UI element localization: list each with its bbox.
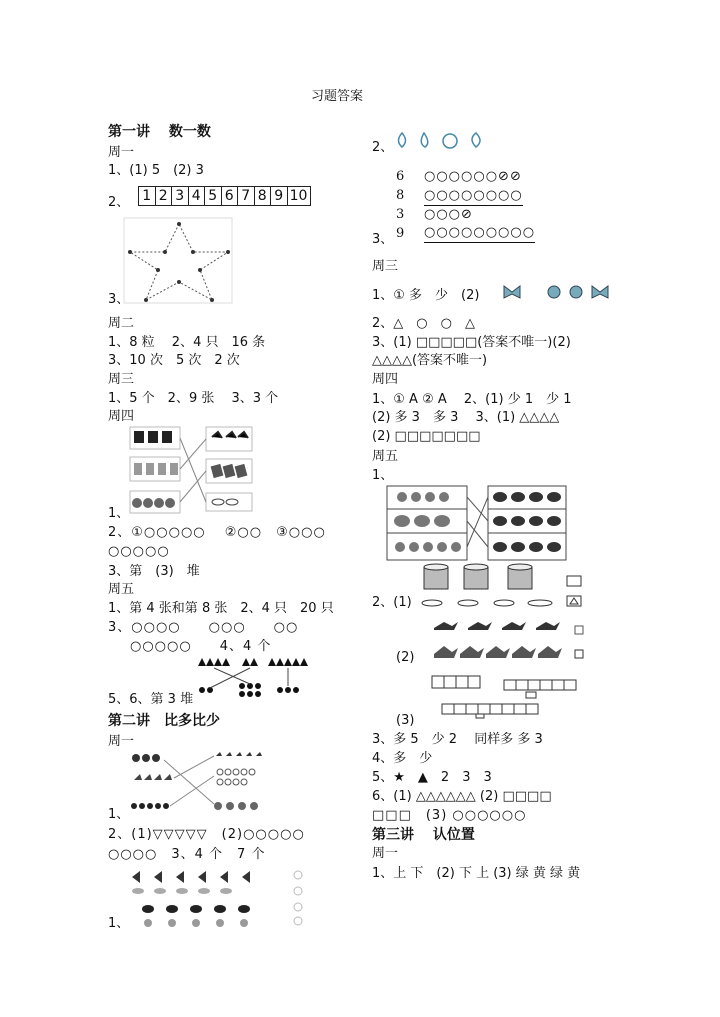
answer-line: 6、(1) △△△△△△ (2) □□□□ — [372, 789, 552, 804]
answer-line: 4、多 少 — [372, 751, 433, 766]
strip-cell: 4 — [189, 187, 206, 205]
strip-cell: 9 — [271, 187, 288, 205]
section-tuesday: 周二 — [108, 316, 135, 331]
section-friday: 周五 — [372, 449, 399, 464]
answer-label: 2、 — [108, 195, 130, 210]
circles-row: ○○○○○○○○ — [424, 187, 523, 206]
answer-label: 1、 — [108, 506, 130, 521]
star-dots-image — [124, 218, 234, 304]
matching-image-3 — [386, 485, 568, 561]
lecture-2-title: 第二讲 比多比少 — [108, 713, 220, 729]
count-label: 3 — [396, 207, 405, 222]
strip-cell: 10 — [289, 188, 308, 204]
answer-line: 3、○○○○ ○○○ ○○ — [108, 620, 299, 635]
answer-line: 3、(1) □□□□□(答案不唯一)(2) — [372, 335, 571, 350]
triangles-dots-image — [196, 658, 310, 700]
answer-line: ○○○○ 3、4 个 7 个 — [108, 847, 266, 862]
section-monday: 周一 — [108, 734, 135, 749]
answer-line: 3、10 次 5 次 2 次 — [108, 353, 240, 368]
answer-label: 2、(1) — [372, 595, 412, 610]
count-label: 9 — [396, 226, 405, 241]
butterfly-image — [500, 282, 616, 304]
section-wednesday: 周三 — [372, 259, 399, 274]
answer-line: 1、① A ② A 2、(1) 少 1 少 1 — [372, 392, 572, 407]
section-thursday: 周四 — [372, 372, 399, 387]
section-thursday: 周四 — [108, 409, 135, 424]
section-monday: 周一 — [108, 145, 135, 160]
section-wednesday: 周三 — [108, 372, 135, 387]
count-label: 8 — [396, 188, 405, 203]
answer-line: 5、★ ▲ 2 3 3 — [372, 770, 492, 785]
answer-line: 3、多 5 少 2 同样多 多 3 — [372, 732, 543, 747]
fish-grid-image — [128, 867, 308, 929]
answer-line: □□□ (3) ○○○○○○ — [372, 808, 527, 823]
answer-label: (2) — [396, 650, 415, 665]
strip-cell: 1 — [139, 187, 156, 205]
circles-row: ○○○○○○⊘⊘ — [424, 169, 522, 184]
answer-label: 1、 — [372, 468, 394, 483]
strip-cell: 5 — [205, 187, 222, 205]
lecture-1-title: 第一讲 数一数 — [108, 124, 211, 140]
answer-line: 1、① 多 少 (2) — [372, 288, 480, 303]
section-monday: 周一 — [372, 846, 399, 861]
answer-label: (3) — [396, 713, 415, 728]
birds-image — [432, 620, 562, 634]
page-title: 习题答案 — [311, 89, 364, 104]
answer-label: 3、 — [372, 232, 394, 247]
cylinders-image — [422, 563, 534, 593]
answer-line: 2、(1)▽▽▽▽▽ (2)○○○○○ — [108, 827, 305, 842]
answer-line: 1、第 4 张和第 8 张 2、4 只 20 只 — [108, 601, 334, 616]
strip-cell: 6 — [222, 187, 239, 205]
matching-image-2 — [128, 750, 262, 820]
matching-image — [128, 425, 256, 515]
answer-line: 2、①○○○○○ ②○○ ③○○○ — [108, 525, 326, 540]
fruit-icons-image — [394, 129, 494, 151]
lecture-3-title: 第三讲 认位置 — [372, 827, 475, 843]
answer-label: 3、 — [108, 292, 130, 307]
circles-row: ○○○⊘ — [424, 207, 473, 222]
birds-image-2 — [432, 644, 562, 664]
cubes-image — [430, 672, 586, 720]
answer-label: 1、 — [108, 916, 130, 931]
count-label: 6 — [396, 169, 405, 184]
answer-line: △△△△(答案不唯一) — [372, 353, 488, 368]
strip-cell: 3 — [172, 187, 189, 205]
number-strip — [138, 186, 311, 206]
answer-line: 1、上 下 (2) 下 上 (3) 绿 黄 绿 黄 — [372, 866, 581, 881]
answer-line: 1、8 粒 2、4 只 16 条 — [108, 335, 266, 350]
answer-label: 1、 — [108, 807, 130, 822]
answer-line: ○○○○○ 4、4 个 — [130, 639, 272, 654]
answer-line: (2) □□□□□□□ — [372, 429, 481, 444]
answer-line: 5、6、第 3 堆 — [108, 692, 194, 707]
strip-cell: 8 — [255, 187, 272, 205]
section-friday: 周五 — [108, 582, 135, 597]
strip-cell: 2 — [156, 187, 173, 205]
answer-boxes-image — [566, 574, 586, 664]
strip-cell: 7 — [238, 187, 255, 205]
circles-row: ○○○○○○○○○ — [424, 224, 535, 243]
answer-line: ○○○○○ — [108, 544, 170, 559]
answer-line: 1、5 个 2、9 张 3、3 个 — [108, 391, 279, 406]
answer-line: 3、第 (3) 堆 — [108, 564, 200, 579]
answer-line: (2) 多 3 多 3 3、(1) △△△△ — [372, 410, 560, 425]
answer-label: 2、 — [372, 140, 394, 155]
answer-line: 1、(1) 5 (2) 3 — [108, 163, 204, 178]
answer-line: 2、△ ○ ○ △ — [372, 316, 475, 331]
discs-image — [422, 598, 556, 608]
